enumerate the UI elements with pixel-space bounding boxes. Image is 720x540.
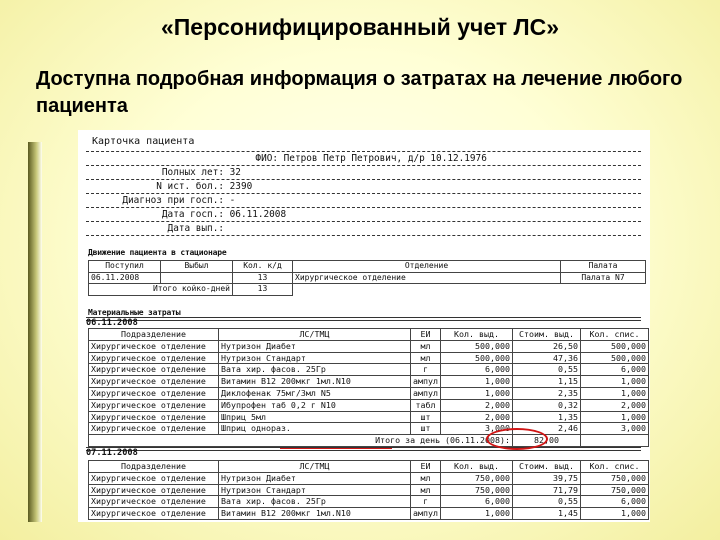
table-cell: 6,000 xyxy=(581,364,649,376)
table-cell: 1,000 xyxy=(581,376,649,388)
field-admission-date xyxy=(78,209,286,220)
field-value: 32 xyxy=(229,167,241,178)
column-header: Стоим. выд. xyxy=(513,461,581,473)
table-cell: 750,000 xyxy=(441,472,513,484)
table-cell: 1,000 xyxy=(441,508,513,520)
table-cell: 750,000 xyxy=(581,472,649,484)
table-cell: Шприц однораз. xyxy=(219,423,411,435)
total-value: 13 xyxy=(233,284,293,296)
divider xyxy=(86,165,641,166)
patient-report-screenshot xyxy=(78,130,650,522)
field-value: Петров Петр Петрович, д/р 10.12.1976 xyxy=(283,153,487,164)
column-header: Выбыл xyxy=(161,261,233,273)
table-cell: 3,000 xyxy=(441,423,513,435)
field-label: Полных лет: xyxy=(161,167,224,178)
total-underline xyxy=(280,448,392,449)
table-cell: 500,000 xyxy=(441,340,513,352)
table-cell: Хирургическое отделение xyxy=(293,272,561,284)
table-cell: 1,35 xyxy=(513,411,581,423)
table-cell: Хирургическое отделение xyxy=(89,496,219,508)
table-cell: Хирургическое отделение xyxy=(89,423,219,435)
hospital-table xyxy=(88,260,646,296)
table-cell: Палата N7 xyxy=(561,272,646,284)
field-label: Дата госп.: xyxy=(161,209,224,220)
table-cell: 13 xyxy=(233,272,293,284)
table-row xyxy=(89,472,649,484)
table-cell: 750,000 xyxy=(581,484,649,496)
field-value: 2390 xyxy=(229,181,253,192)
table-cell: Нутризон Стандарт xyxy=(219,484,411,496)
column-header: Кол. выд. xyxy=(441,329,513,341)
column-header: Кол. выд. xyxy=(441,461,513,473)
table-cell: Хирургическое отделение xyxy=(89,472,219,484)
table-cell: мл xyxy=(411,472,441,484)
table-cell: 2,000 xyxy=(441,411,513,423)
table-cell: 1,000 xyxy=(581,387,649,399)
field-label: N ист. бол.: xyxy=(156,181,224,192)
table-cell: 1,000 xyxy=(581,411,649,423)
table-cell: Хирургическое отделение xyxy=(89,364,219,376)
table-cell: Хирургическое отделение xyxy=(89,340,219,352)
table-cell: 500,000 xyxy=(441,352,513,364)
table-cell: 26,50 xyxy=(513,340,581,352)
field-diagnosis xyxy=(78,195,235,206)
table-cell: 1,15 xyxy=(513,376,581,388)
table-cell: 6,000 xyxy=(441,496,513,508)
table-cell xyxy=(161,272,233,284)
field-value: - xyxy=(229,195,236,206)
table-cell: 39,75 xyxy=(513,472,581,484)
table-cell: Хирургическое отделение xyxy=(89,399,219,411)
table-cell: Нутризон Стандарт xyxy=(219,352,411,364)
divider xyxy=(86,193,641,194)
table-cell: Витамин В12 200мкг 1мл.N10 xyxy=(219,508,411,520)
table-cell: 3,000 xyxy=(581,423,649,435)
column-header: ЕИ xyxy=(411,461,441,473)
table-cell: г xyxy=(411,364,441,376)
divider xyxy=(86,317,641,321)
table-total-row xyxy=(89,435,649,447)
day-total-value: 82,00 xyxy=(513,435,581,447)
table-cell: 500,000 xyxy=(581,352,649,364)
field-discharge-date xyxy=(78,223,224,234)
accent-bar xyxy=(28,142,42,522)
table-row xyxy=(89,376,649,388)
table-cell: 0,32 xyxy=(513,399,581,411)
divider xyxy=(86,179,641,180)
table-cell: Хирургическое отделение xyxy=(89,484,219,496)
table-cell: 2,35 xyxy=(513,387,581,399)
slide-title: «Персонифицированный учет ЛС» xyxy=(160,14,560,40)
table-cell: Вата хир. фасов. 25Гр xyxy=(219,364,411,376)
costs-section-title: Материальные затраты xyxy=(88,308,181,317)
hospital-section-title: Движение пациента в стационаре xyxy=(88,248,227,257)
column-header: Кол. спис. xyxy=(581,461,649,473)
column-header: ЛС/ТМЦ xyxy=(219,461,411,473)
table-cell: Диклофенак 75мг/3мл N5 xyxy=(219,387,411,399)
costs-table-day-1 xyxy=(88,328,649,447)
table-cell: 2,46 xyxy=(513,423,581,435)
table-cell: Хирургическое отделение xyxy=(89,508,219,520)
table-cell: 0,55 xyxy=(513,364,581,376)
field-history-number xyxy=(78,181,252,192)
table-header-row xyxy=(89,329,649,341)
table-cell: 2,000 xyxy=(441,399,513,411)
divider xyxy=(86,235,641,236)
field-fio xyxy=(78,153,487,164)
field-value: 06.11.2008 xyxy=(229,209,287,220)
costs-table-day-2 xyxy=(88,460,649,520)
column-header: ЕИ xyxy=(411,329,441,341)
table-cell: 0,55 xyxy=(513,496,581,508)
table-cell: 6,000 xyxy=(581,496,649,508)
table-row xyxy=(89,272,646,284)
table-cell: Ибупрофен таб 0,2 г N10 xyxy=(219,399,411,411)
table-cell: 1,000 xyxy=(581,508,649,520)
table-row xyxy=(89,340,649,352)
table-cell: Хирургическое отделение xyxy=(89,387,219,399)
table-cell: ампул xyxy=(411,387,441,399)
total-label: Итого койко-дней xyxy=(89,284,233,296)
table-header-row xyxy=(89,461,649,473)
table-cell: табл xyxy=(411,399,441,411)
table-cell: Шприц 5мл xyxy=(219,411,411,423)
table-cell: 2,000 xyxy=(581,399,649,411)
table-total-row xyxy=(89,284,646,296)
divider xyxy=(86,221,641,222)
table-cell: 1,45 xyxy=(513,508,581,520)
table-row xyxy=(89,411,649,423)
table-cell: шт xyxy=(411,423,441,435)
day-total-label: Итого за день (06.11.2008): xyxy=(89,435,513,447)
table-cell: ампул xyxy=(411,508,441,520)
field-age xyxy=(78,167,241,178)
table-row xyxy=(89,399,649,411)
table-cell: 1,000 xyxy=(441,376,513,388)
table-cell: 47,36 xyxy=(513,352,581,364)
column-header: Подразделение xyxy=(89,461,219,473)
table-cell: Нутризон Диабет xyxy=(219,472,411,484)
card-title: Карточка пациента xyxy=(92,136,195,147)
slide-subtitle: Доступна подробная информация о затратах на лечение любого пациента xyxy=(36,68,683,117)
table-cell: шт xyxy=(411,411,441,423)
table-cell: Хирургическое отделение xyxy=(89,352,219,364)
table-cell: Хирургическое отделение xyxy=(89,376,219,388)
table-cell: г xyxy=(411,496,441,508)
table-row xyxy=(89,484,649,496)
table-row xyxy=(89,423,649,435)
field-label: ФИО: xyxy=(255,153,278,164)
field-label: Дата вып.: xyxy=(167,223,224,234)
table-row xyxy=(89,352,649,364)
table-row xyxy=(89,387,649,399)
table-row xyxy=(89,496,649,508)
table-cell: мл xyxy=(411,352,441,364)
column-header: Палата xyxy=(561,261,646,273)
divider xyxy=(86,151,641,152)
table-cell: Вата хир. фасов. 25Гр xyxy=(219,496,411,508)
highlight-ellipse xyxy=(486,428,548,450)
table-cell: 1,000 xyxy=(441,387,513,399)
table-cell: Хирургическое отделение xyxy=(89,411,219,423)
table-cell: 06.11.2008 xyxy=(89,272,161,284)
field-label: Диагноз при госп.: xyxy=(122,195,224,206)
column-header: Кол. спис. xyxy=(581,329,649,341)
table-cell: 71,79 xyxy=(513,484,581,496)
column-header: Кол. к/д xyxy=(233,261,293,273)
table-cell: 750,000 xyxy=(441,484,513,496)
table-row xyxy=(89,364,649,376)
day-date: 07.11.2008 xyxy=(86,448,138,458)
table-header-row xyxy=(89,261,646,273)
table-cell: мл xyxy=(411,340,441,352)
table-cell: ампул xyxy=(411,376,441,388)
column-header: Отделение xyxy=(293,261,561,273)
column-header: ЛС/ТМЦ xyxy=(219,329,411,341)
table-cell: Витамин В12 200мкг 1мл.N10 xyxy=(219,376,411,388)
column-header: Подразделение xyxy=(89,329,219,341)
column-header: Поступил xyxy=(89,261,161,273)
table-cell: 500,000 xyxy=(581,340,649,352)
divider xyxy=(86,207,641,208)
column-header: Стоим. выд. xyxy=(513,329,581,341)
day-date: 06.11.2008 xyxy=(86,318,138,328)
table-cell: мл xyxy=(411,484,441,496)
table-cell: Нутризон Диабет xyxy=(219,340,411,352)
table-cell: 6,000 xyxy=(441,364,513,376)
table-row xyxy=(89,508,649,520)
